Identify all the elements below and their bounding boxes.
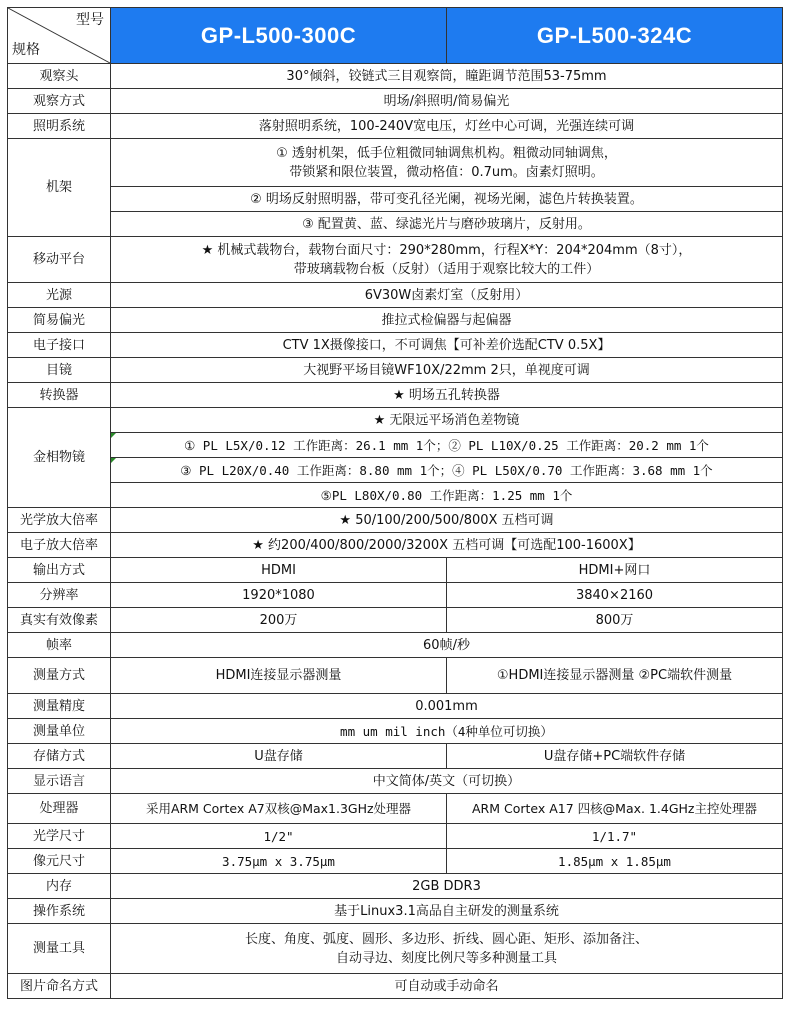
objectives-title: ★ 无限远平场消色差物镜 bbox=[111, 408, 783, 433]
row-value: ★ 50/100/200/500/800X 五档可调 bbox=[111, 508, 783, 533]
row-label: 移动平台 bbox=[8, 237, 111, 283]
table-row bbox=[8, 583, 783, 608]
row-value: 30°倾斜，铰链式三目观察筒，瞳距调节范围53-75mm bbox=[111, 64, 783, 89]
row-label: 金相物镜 bbox=[8, 408, 111, 508]
frame-item-3: ③ 配置黄、蓝、绿滤光片与磨砂玻璃片，反射用。 bbox=[111, 212, 783, 237]
row-label: 观察头 bbox=[8, 64, 111, 89]
table-row bbox=[8, 974, 783, 999]
table-row bbox=[8, 794, 783, 824]
row-label: 操作系统 bbox=[8, 899, 111, 924]
row-label: 简易偏光 bbox=[8, 308, 111, 333]
row-value: 可自动或手动命名 bbox=[111, 974, 783, 999]
tools-line-1: 长度、角度、弧度、圆形、多边形、折线、圆心距、矩形、添加备注、 bbox=[244, 931, 648, 947]
value-model-b: 1/1.7" bbox=[447, 824, 783, 849]
row-value: ★ 明场五孔转换器 bbox=[111, 383, 783, 408]
row-label: 测量单位 bbox=[8, 719, 111, 744]
value-model-a: 200万 bbox=[111, 608, 447, 633]
table-row bbox=[8, 383, 783, 408]
objectives-line-2: ③ PL L20X/0.40 工作距离：8.80 mm 1个；④ PL L50X/0.70 工作距离：3.68 mm 1个 bbox=[111, 458, 783, 483]
row-value: 0.001mm bbox=[111, 694, 783, 719]
spec-table bbox=[7, 7, 783, 999]
tools-value bbox=[111, 924, 783, 974]
table-row bbox=[8, 849, 783, 874]
row-value: 大视野平场目镜WF10X/22mm 2只，单视度可调 bbox=[111, 358, 783, 383]
value-model-b: ARM Cortex A17 四核@Max. 1.4GHz主控处理器 bbox=[447, 794, 783, 824]
value-model-a: 1/2" bbox=[111, 824, 447, 849]
objectives-line-1: ① PL L5X/0.12 工作距离：26.1 mm 1个；② PL L10X/0.25 工作距离：20.2 mm 1个 bbox=[111, 433, 783, 458]
value-model-b: 3840×2160 bbox=[447, 583, 783, 608]
stage-line-2: 带玻璃载物台板（反射）（适用于观察比较大的工件） bbox=[293, 261, 600, 277]
table-row bbox=[8, 358, 783, 383]
corner-model-label: 型号 bbox=[76, 12, 104, 28]
table-row bbox=[8, 483, 783, 508]
table-row bbox=[8, 433, 783, 458]
table-row bbox=[8, 558, 783, 583]
value-model-b: 800万 bbox=[447, 608, 783, 633]
table-row bbox=[8, 744, 783, 769]
row-label: 图片命名方式 bbox=[8, 974, 111, 999]
row-value: CTV 1X摄像接口，不可调焦【可补差价选配CTV 0.5X】 bbox=[111, 333, 783, 358]
row-label: 目镜 bbox=[8, 358, 111, 383]
objectives-line-3: ⑤PL L80X/0.80 工作距离：1.25 mm 1个 bbox=[111, 483, 783, 508]
table-row bbox=[8, 139, 783, 187]
table-row bbox=[8, 187, 783, 212]
row-label: 输出方式 bbox=[8, 558, 111, 583]
row-label: 转换器 bbox=[8, 383, 111, 408]
header-row bbox=[8, 8, 783, 64]
row-value: mm um mil inch（4种单位可切换） bbox=[111, 719, 783, 744]
row-label: 机架 bbox=[8, 139, 111, 237]
row-label: 存储方式 bbox=[8, 744, 111, 769]
table-row bbox=[8, 64, 783, 89]
table-row bbox=[8, 719, 783, 744]
row-label: 光学放大倍率 bbox=[8, 508, 111, 533]
value-model-a: 3.75μm x 3.75μm bbox=[111, 849, 447, 874]
tools-line-2: 自动寻边、刻度比例尺等多种测量工具 bbox=[335, 950, 557, 966]
table-row bbox=[8, 899, 783, 924]
row-label: 观察方式 bbox=[8, 89, 111, 114]
corner-cell bbox=[8, 8, 111, 64]
row-label: 测量精度 bbox=[8, 694, 111, 719]
table-row bbox=[8, 769, 783, 794]
row-value: 落射照明系统，100-240V宽电压，灯丝中心可调，光强连续可调 bbox=[111, 114, 783, 139]
row-label: 分辨率 bbox=[8, 583, 111, 608]
frame-item-1-line-b: 带锁紧和限位装置，微动格值：0.7um。卤素灯照明。 bbox=[289, 164, 604, 180]
table-row bbox=[8, 508, 783, 533]
frame-item-1 bbox=[111, 139, 783, 187]
frame-item-1-line-a: ① 透射机架，低手位粗微同轴调焦机构。粗微动同轴调焦， bbox=[276, 145, 617, 161]
value-model-a: 采用ARM Cortex A7双核@Max1.3GHz处理器 bbox=[111, 794, 447, 824]
row-label: 电子接口 bbox=[8, 333, 111, 358]
value-model-a: 1920*1080 bbox=[111, 583, 447, 608]
table-row bbox=[8, 89, 783, 114]
stage-value bbox=[111, 237, 783, 283]
table-row bbox=[8, 658, 783, 694]
table-row bbox=[8, 308, 783, 333]
frame-item-2: ② 明场反射照明器，带可变孔径光阑，视场光阑，滤色片转换装置。 bbox=[111, 187, 783, 212]
value-model-b: 1.85μm x 1.85μm bbox=[447, 849, 783, 874]
value-model-a: HDMI bbox=[111, 558, 447, 583]
table-row bbox=[8, 608, 783, 633]
row-value: 基于Linux3.1高品自主研发的测量系统 bbox=[111, 899, 783, 924]
row-label: 像元尺寸 bbox=[8, 849, 111, 874]
model-b-header: GP-L500-324C bbox=[447, 8, 783, 64]
model-a-header: GP-L500-300C bbox=[111, 8, 447, 64]
table-row bbox=[8, 283, 783, 308]
value-model-b: U盘存储+PC端软件存储 bbox=[447, 744, 783, 769]
value-model-a: U盘存储 bbox=[111, 744, 447, 769]
table-row bbox=[8, 824, 783, 849]
table-row bbox=[8, 458, 783, 483]
row-label: 光源 bbox=[8, 283, 111, 308]
row-value: 明场/斜照明/简易偏光 bbox=[111, 89, 783, 114]
value-model-b: HDMI+网口 bbox=[447, 558, 783, 583]
stage-line-1: ★ 机械式载物台，载物台面尺寸：290*280mm，行程X*Y：204*204mm（8寸）， bbox=[201, 242, 692, 258]
table-row bbox=[8, 633, 783, 658]
row-label: 测量方式 bbox=[8, 658, 111, 694]
row-label: 照明系统 bbox=[8, 114, 111, 139]
row-value: 2GB DDR3 bbox=[111, 874, 783, 899]
row-value: ★ 约200/400/800/2000/3200X 五档可调【可选配100-1600X】 bbox=[111, 533, 783, 558]
value-model-a: HDMI连接显示器测量 bbox=[111, 658, 447, 694]
table-row bbox=[8, 924, 783, 974]
row-value: 推拉式检偏器与起偏器 bbox=[111, 308, 783, 333]
value-model-b: ①HDMI连接显示器测量 ②PC端软件测量 bbox=[447, 658, 783, 694]
table-row bbox=[8, 237, 783, 283]
row-label: 显示语言 bbox=[8, 769, 111, 794]
row-label: 帧率 bbox=[8, 633, 111, 658]
table-row bbox=[8, 333, 783, 358]
row-label: 真实有效像素 bbox=[8, 608, 111, 633]
row-value: 中文简体/英文（可切换） bbox=[111, 769, 783, 794]
table-row bbox=[8, 212, 783, 237]
corner-spec-label: 规格 bbox=[12, 42, 40, 58]
table-row bbox=[8, 874, 783, 899]
row-label: 电子放大倍率 bbox=[8, 533, 111, 558]
row-value: 60帧/秒 bbox=[111, 633, 783, 658]
table-row bbox=[8, 408, 783, 433]
table-row bbox=[8, 694, 783, 719]
row-label: 内存 bbox=[8, 874, 111, 899]
row-label: 光学尺寸 bbox=[8, 824, 111, 849]
row-label: 处理器 bbox=[8, 794, 111, 824]
row-label: 测量工具 bbox=[8, 924, 111, 974]
table-row bbox=[8, 114, 783, 139]
table-row bbox=[8, 533, 783, 558]
row-value: 6V30W卤素灯室（反射用） bbox=[111, 283, 783, 308]
